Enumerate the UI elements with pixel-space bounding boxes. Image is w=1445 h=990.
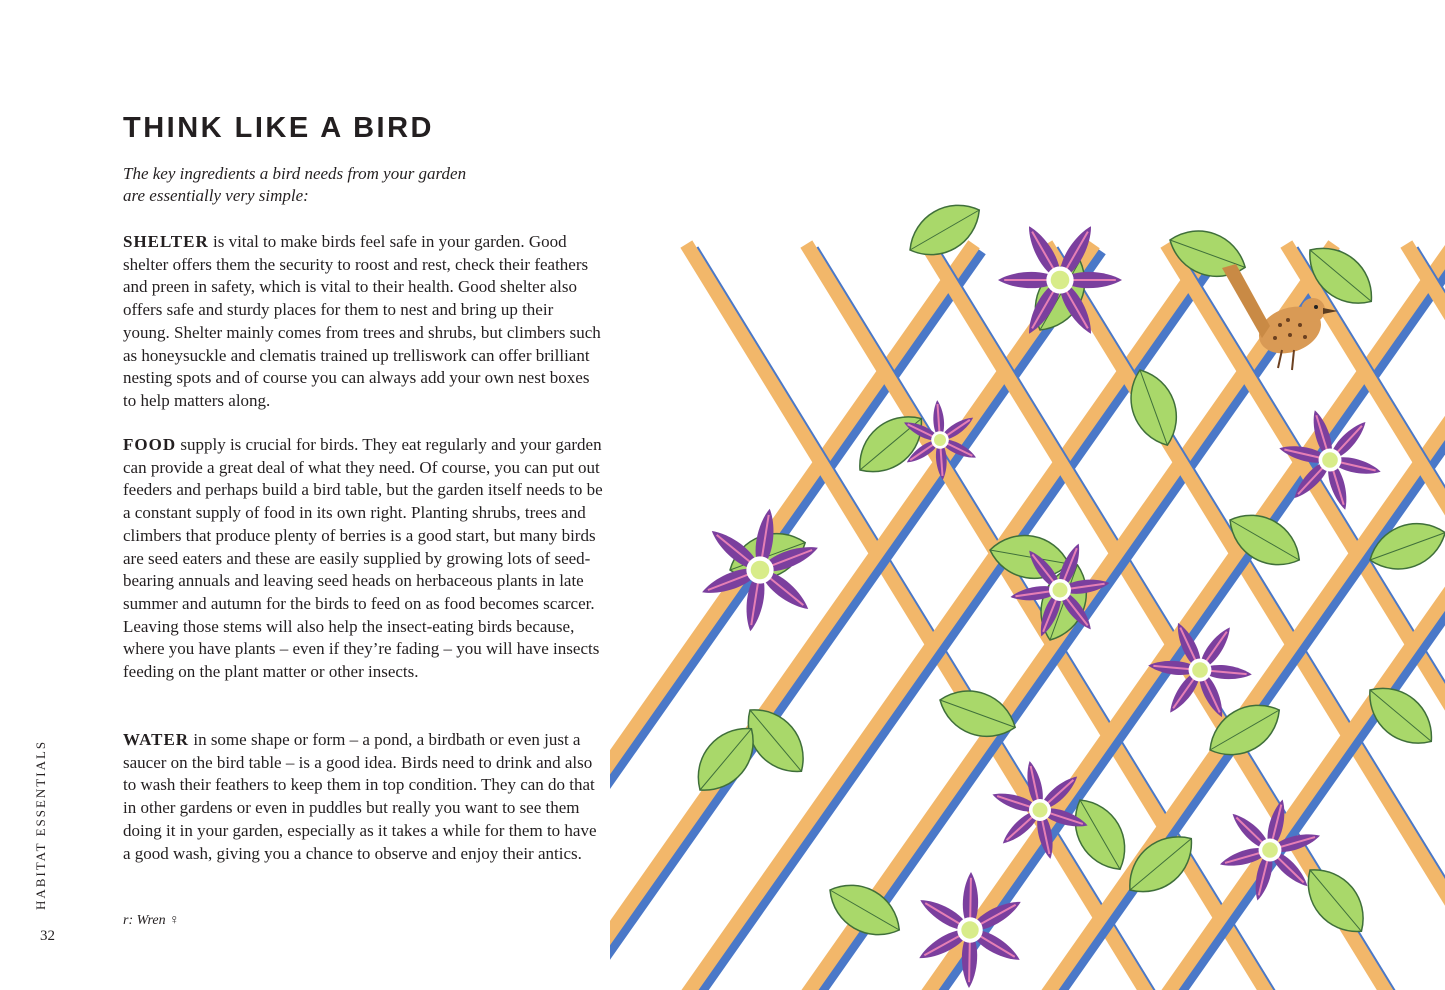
shelter-paragraph (123, 231, 603, 413)
food-paragraph (123, 434, 603, 684)
intro-line-1: The key ingredients a bird needs from your garden (123, 164, 467, 183)
illustration-caption: r: Wren ♀ (123, 913, 180, 928)
water-lead: WATER (123, 730, 190, 749)
section-label: HABITAT ESSENTIALS (33, 739, 48, 910)
shelter-text: is vital to make birds feel safe in your garden. Good shelter offers them the security to roost and rest, check their feathers and preen in safety, which is vital to their health. Good shelter also offers safe and sturdy places for them to nest and bring up their young. Shelter mainly comes from trees and shrubs, but climbers such as honeysuckle and clematis trained up trelliswork can offer brilliant nesting spots and of course you can always add your own nest boxes to help matters along. (123, 232, 601, 410)
page-number: 32 (40, 928, 55, 944)
water-text: in some shape or form – a pond, a birdbath or even just a saucer on the bird table – is a good idea. Birds need to drink and also to wash their feathers to keep them in top condition. They can do that in other gardens or even in puddles but really you want to see them doing it in your garden, especially as it takes a while for them to have a good wash, giving you a chance to observe and enjoy their antics. (123, 730, 597, 863)
food-text: supply is crucial for birds. They eat regularly and your garden can provide a great deal of what they need. Of course, you can put out feeders and perhaps build a bird table, but the garden itself needs to be a constant supply of food in its own right. Planting shrubs, trees and climbers that produce plenty of berries is a good start, but many birds are seed eaters and these are easily supplied by growing lots of seed-bearing annuals and leaving seed heads on herbaceous plants in late summer and autumn for the birds to feed on as food becomes scarcer. Leaving those stems will also help the insect-eating birds because, where you have plants – even if they’re fading – you will have insects feeding on the plant matter or other insects. (123, 435, 603, 682)
clematis-trellis-wren-illustration (610, 190, 1445, 990)
water-paragraph (123, 729, 603, 865)
page-title: THINK LIKE A BIRD (123, 112, 435, 144)
intro-text (123, 163, 563, 207)
shelter-lead: SHELTER (123, 232, 209, 251)
leaf-10 (933, 680, 1023, 747)
food-lead: FOOD (123, 435, 177, 454)
intro-line-2: are essentially very simple: (123, 186, 309, 205)
